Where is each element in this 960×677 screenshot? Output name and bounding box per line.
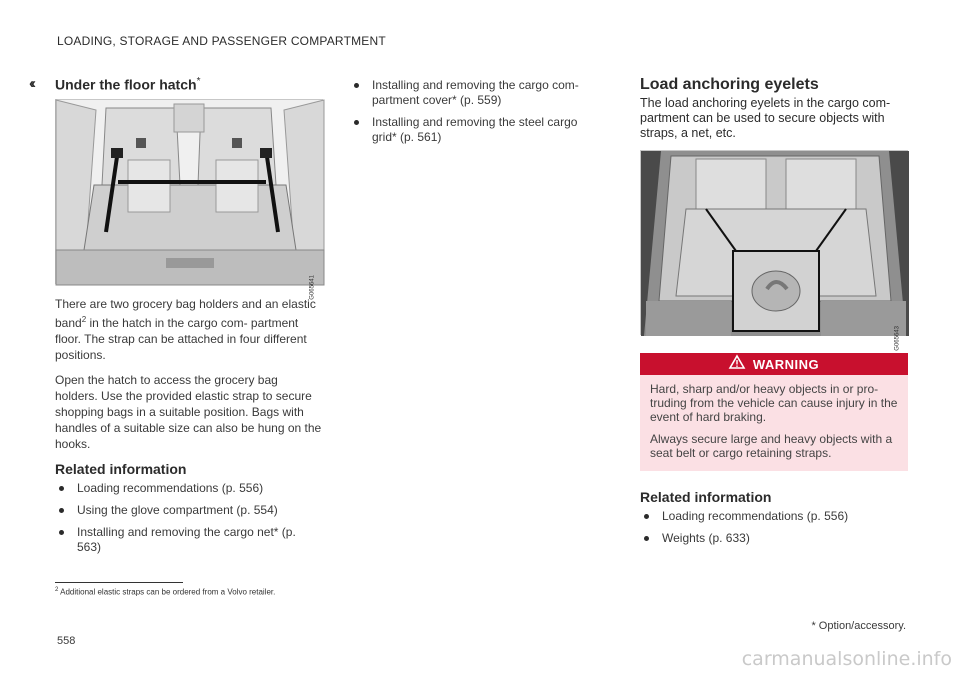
related-link[interactable]: Loading recommendations (p. 556) [640,509,908,524]
related-links-list [55,481,323,555]
column-load-anchoring [640,76,908,553]
column-continued-links [350,78,600,152]
column-floor-hatch [55,76,323,562]
floor-hatch-illustration [55,99,323,300]
warning-text: Hard, sharp and/or heavy objects in or pro- truding from the vehicle can cause injury in the event of hard braking. [650,382,898,424]
related-link[interactable]: Installing and removing the steel cargo grid* (p. 561) [350,115,600,145]
warning-triangle-icon [729,355,745,374]
back-arrows-icon[interactable]: ‹‹ [29,75,33,92]
warning-box [640,353,908,471]
related-link[interactable]: Installing and removing the cargo net* (p. 563) [55,525,323,555]
related-links-list [640,509,908,546]
warning-title: WARNING [752,356,820,372]
related-link[interactable]: Using the glove compartment (p. 554) [55,503,323,518]
option-accessory-note: * Option/accessory. [811,620,906,632]
related-links-list [350,78,600,145]
related-link[interactable]: Installing and removing the cargo com- partment cover* (p. 559) [350,78,600,108]
related-link[interactable]: Loading recommendations (p. 556) [55,481,323,496]
section-heading-floor-hatch: Under the floor hatch* [55,76,201,93]
page-number: 558 [57,635,76,647]
cargo-floor-hatch-drawing [56,100,324,285]
cargo-eyelet-drawing [641,151,909,336]
lead-paragraph: The load anchoring eyelets in the cargo com- partment can be used to secure objects with straps, a net, etc. [640,96,891,140]
section-heading-anchoring-eyelets: Load anchoring eyelets [640,76,819,93]
footnote: $^2$ Additional elastic straps can be ordered from a Volvo retailer. [55,587,276,597]
anchoring-eyelet-illustration [640,150,908,351]
related-information-heading: Related information [55,460,187,477]
watermark: carmanualsonline.info [741,648,952,670]
page-header: LOADING, STORAGE AND PASSENGER COMPARTMENT [57,34,386,48]
warning-text: Always secure large and heavy objects with a seat belt or cargo retaining straps. [650,432,893,460]
warning-header [640,353,908,375]
body-paragraph: There are two grocery bag holders and an elastic band$^2$ in the hatch in the cargo com- partment floor. The strap can be attached in four different positions. [55,296,316,362]
footnote-divider [55,582,183,583]
related-information-heading: Related information [640,489,772,505]
related-link[interactable]: Weights (p. 633) [640,531,908,546]
figure-code: G065641 [310,274,316,300]
figure-code: G065643 [895,326,901,351]
body-paragraph: Open the hatch to access the grocery bag holders. Use the provided elastic strap to secure shopping bags in a suitable position. Bags with handles of a suitable size can also be hung on the hooks. [55,372,322,451]
